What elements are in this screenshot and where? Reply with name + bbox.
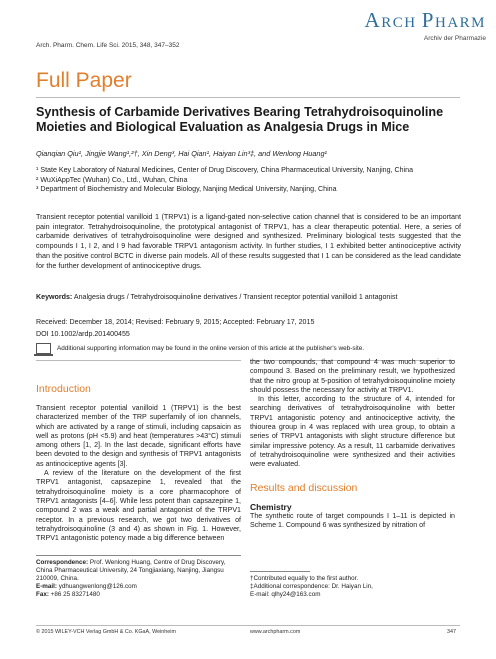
intro-paragraph-1: Transient receptor potential vanilloid 1 (TRPV1) is the best characterized member of the TRP superfamily of ion channels, which are activated by a range of stimuli, including capsaicin as well as protons (pH <5.9) and heat (temperatures >43°C) stimuli among others [1, 2]. In the last decade, significant efforts have been devoted to the design and synthesis of TRPV1 antagonists as antinociceptive agents [3]. [36, 404, 241, 468]
article-title: Synthesis of Carbamide Derivatives Bearing Tetrahydroisoquinoline Moieties and Biological Evaluation as Analgesia Drugs in Mice [36, 105, 444, 134]
footnote-3: E-mail: qlhy24@163.com [250, 591, 321, 599]
supporting-info-text: Additional supporting information may be found in the online version of this article at the publisher's web-site. [57, 345, 365, 352]
right-column-body [250, 358, 455, 531]
results-heading: Results and discussion [250, 481, 358, 494]
left-column-divider [36, 360, 241, 361]
footnote-divider [250, 571, 310, 572]
email-label: E-mail: [36, 583, 57, 591]
correspondence-email[interactable]: ydhuangwenlong@126.com [58, 583, 137, 591]
chemistry-subheading: Chemistry [250, 501, 292, 512]
introduction-body [36, 404, 241, 543]
right-paragraph-1: the two compounds, that compound 4 was much superior to compound 3. Based on the preliminary result, we hypothesized that the nitro group at 5-position of tetrahydroisoquinoline moiety should possess the necessary for activity at TRPV1. [250, 358, 455, 394]
article-dates: Received: December 18, 2014; Revised: February 9, 2015; Accepted: February 17, 2015 [36, 318, 315, 326]
journal-brand [0, 9, 486, 42]
supporting-info-note [36, 343, 364, 354]
footer-copyright: © 2015 WILEY-VCH Verlag GmbH & Co. KGaA, Weinheim [36, 629, 176, 635]
footer-website[interactable]: www.archpharm.com [250, 629, 301, 635]
affiliations [36, 166, 466, 195]
footnote-1: †Contributed equally to the first author. [250, 575, 359, 582]
header-divider [36, 97, 460, 98]
keywords [36, 293, 461, 303]
correspondence-block [36, 559, 241, 599]
introduction-heading: Introduction [36, 383, 91, 395]
article-type: Full Paper [36, 69, 132, 92]
correspondence-divider [36, 555, 241, 556]
keywords-label: Keywords: [36, 293, 73, 301]
footnote-2: ‡Additional correspondence: Dr. Haiyan Lin, [250, 583, 373, 591]
right-paragraph-3: The synthetic route of target compounds I 1–11 is depicted in Scheme 1. Compound 6 was synthesized by nitration of [250, 512, 455, 530]
correspondence-text: Prof. Wenlong Huang, Centre of Drug Discovery, China Pharmaceutical University, 24 Tongjiaxiang, Nanjing, Jiangsu 210009, China. [36, 559, 226, 583]
fax-label: Fax: [36, 591, 49, 599]
footnotes [250, 575, 455, 599]
page-number: 347 [447, 629, 456, 635]
correspondence-fax: +86 25 83271480 [50, 591, 100, 599]
intro-paragraph-2: A review of the literature on the development of the first TRPV1 antagonist, capsazepine 1, revealed that the tetrahydroisoquinoline moiety is a core pharmacophore of TRPV1 antagonists [4–6]. While less potent than capsazepine 1, compound 2 was a weak and partial antagonist of the TRPV1 receptor. In a previous research, we got two derivatives of tetrahydroisoquinoline (3 and 4) as shown in Fig. 1. However, TRPV1 antagonistic potency made a big difference between [36, 469, 241, 543]
doi-link[interactable]: DOI 10.1002/ardp.201400455 [36, 330, 130, 338]
affiliation-2: ² WuXiAppTec (Wuhan) Co., Ltd., Wuhan, China [36, 175, 188, 184]
journal-reference: Arch. Pharm. Chem. Life Sci. 2015, 348, 347–352 [36, 42, 180, 49]
laptop-icon [36, 343, 51, 354]
correspondence-label: Correspondence: [36, 559, 89, 566]
journal-logo: ARCH PHARM [364, 8, 486, 32]
keywords-text: Analgesia drugs / Tetrahydroisoquinoline derivatives / Transient receptor potential vanilloid 1 antagonist [73, 293, 398, 301]
journal-subtitle: Archiv der Pharmazie [423, 35, 486, 42]
affiliation-1: ¹ State Key Laboratory of Natural Medicines, Center of Drug Discovery, China Pharmaceutical University, Nanjing, China [36, 166, 414, 174]
affiliation-3: ³ Department of Biochemistry and Molecular Biology, Nanjing Medical University, Nanjing, China [36, 185, 337, 194]
abstract: Transient receptor potential vanilloid 1 (TRPV1) is a ligand-gated non-selective cation channel that is considered to be an important pain integrator. Tetrahydroisoquinoline, the prototypical antagonist of TRPV1, has a clear therapeutic potential. Here, a series of carbamide derivatives of tetrahydroisoquinoline were designed and synthesized. Preliminary biological tests suggested that the compounds I 1, I 2, and I 9 had favorable TRPV1 antagonism activity. In further studies, I 1 exhibited better antinociceptive activity than the positive control BCTC in diverse pain models. All of these results suggested that I 1 can be considered as the lead candidate for the further development of antinociceptive drugs. [36, 212, 461, 270]
right-paragraph-2: In this letter, according to the structure of 4, intended for searching derivatives of tetrahydroisoquinoline with better TRPV1 antagonistic potency and antinociceptive activity, the thiourea group in 4 was replaced with urea group, to obtain a series of TRPV1 antagonists with slight structure difference but similar impressive potency. As a result, 11 carbamide derivatives of tetrahydroisoquinoline were synthesized and their activities were evaluated. [250, 395, 455, 469]
author-list: Qianqian Qiu¹, Jingjie Wang¹,²†, Xin Deng³, Hai Qian¹, Haiyan Lin³‡, and Wenlong Huang¹ [36, 149, 327, 158]
footer-divider [36, 625, 460, 626]
